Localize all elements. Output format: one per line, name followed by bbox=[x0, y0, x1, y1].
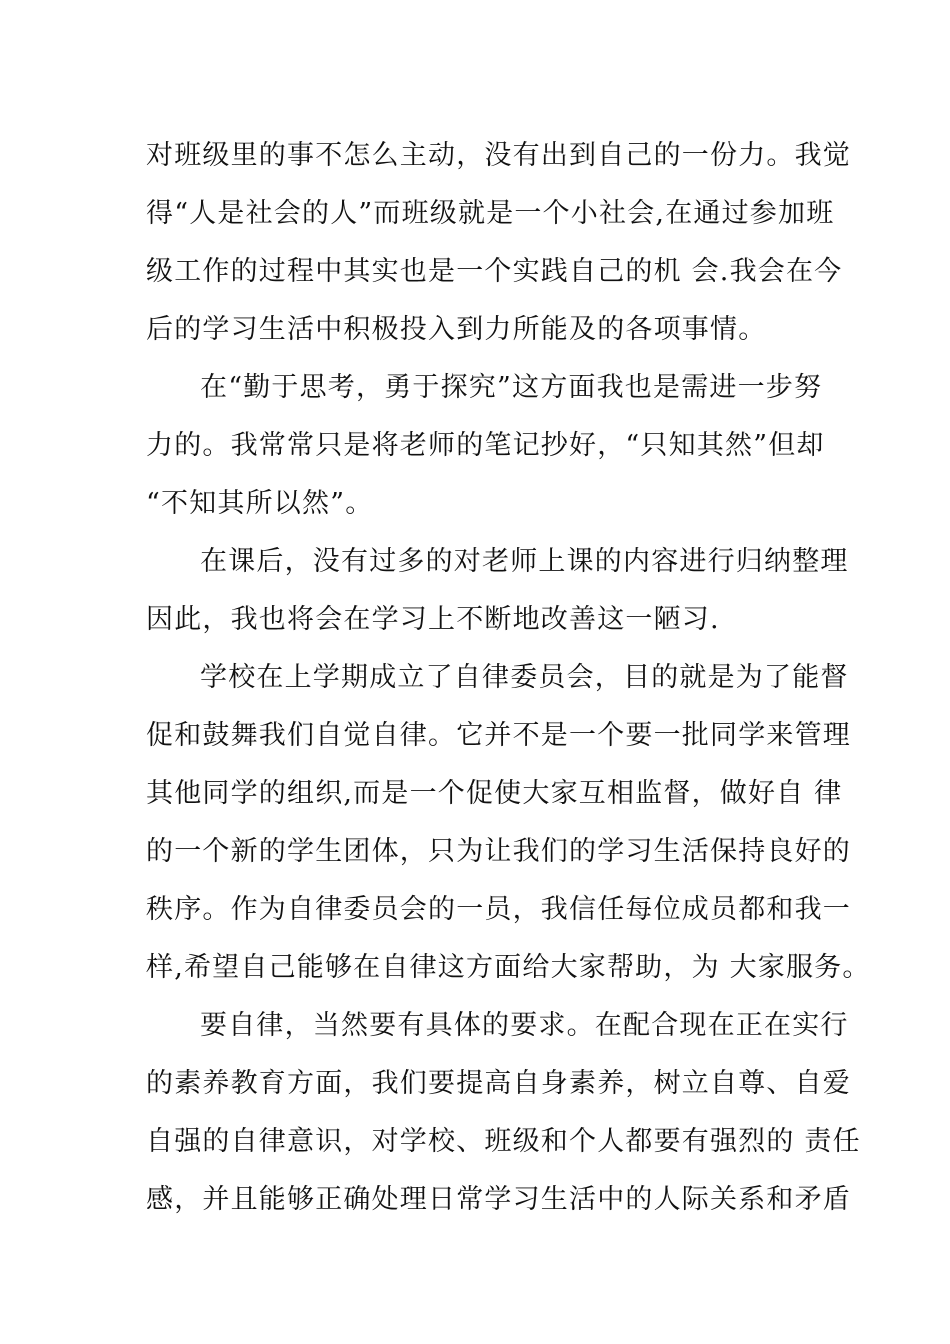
text-line: 后的学习生活中积极投入到力所能及的各项事情。 bbox=[146, 314, 767, 345]
text-line: 其他同学的组织,而是一个促使大家互相监督，做好自 律 bbox=[146, 778, 843, 809]
text-line: 因此，我也将会在学习上不断地改善这一陋习. bbox=[146, 604, 720, 635]
document-body bbox=[146, 127, 871, 1229]
text-line: 力的。我常常只是将老师的笔记抄好，“只知其然”但却 bbox=[146, 430, 825, 461]
text-line: 的一个新的学生团体，只为让我们的学习生活保持良好的 bbox=[146, 836, 851, 867]
paragraph-first-line: 在“勤于思考，勇于探究”这方面我也是需进一步努 bbox=[200, 372, 823, 403]
text-line: 级工作的过程中其实也是一个实践自己的机 会.我会在今 bbox=[146, 256, 843, 287]
text-line: 得“人是社会的人”而班级就是一个小社会,在通过参加班 bbox=[146, 198, 835, 229]
text-line: 样,希望自己能够在自律这方面给大家帮助，为 大家服务。 bbox=[146, 952, 871, 983]
text-line: 感，并且能够正确处理日常学习生活中的人际关系和矛盾 bbox=[146, 1184, 851, 1215]
text-line: 秩序。作为自律委员会的一员，我信任每位成员都和我一 bbox=[146, 894, 851, 925]
text-line: 促和鼓舞我们自觉自律。它并不是一个要一批同学来管理 bbox=[146, 720, 851, 751]
paragraph-first-line: 学校在上学期成立了自律委员会，目的就是为了能督 bbox=[200, 662, 849, 693]
paragraph-first-line: 在课后，没有过多的对老师上课的内容进行归纳整理 bbox=[200, 546, 849, 577]
text-line: “不知其所以然”。 bbox=[146, 488, 374, 519]
text-line: 自强的自律意识，对学校、班级和个人都要有强烈的 责任 bbox=[146, 1126, 861, 1157]
paragraph-first-line: 要自律，当然要有具体的要求。在配合现在正在实行 bbox=[200, 1010, 849, 1041]
text-line: 对班级里的事不怎么主动，没有出到自己的一份力。我觉 bbox=[146, 140, 851, 171]
text-line: 的素养教育方面，我们要提高自身素养，树立自尊、自爱 bbox=[146, 1068, 851, 1099]
